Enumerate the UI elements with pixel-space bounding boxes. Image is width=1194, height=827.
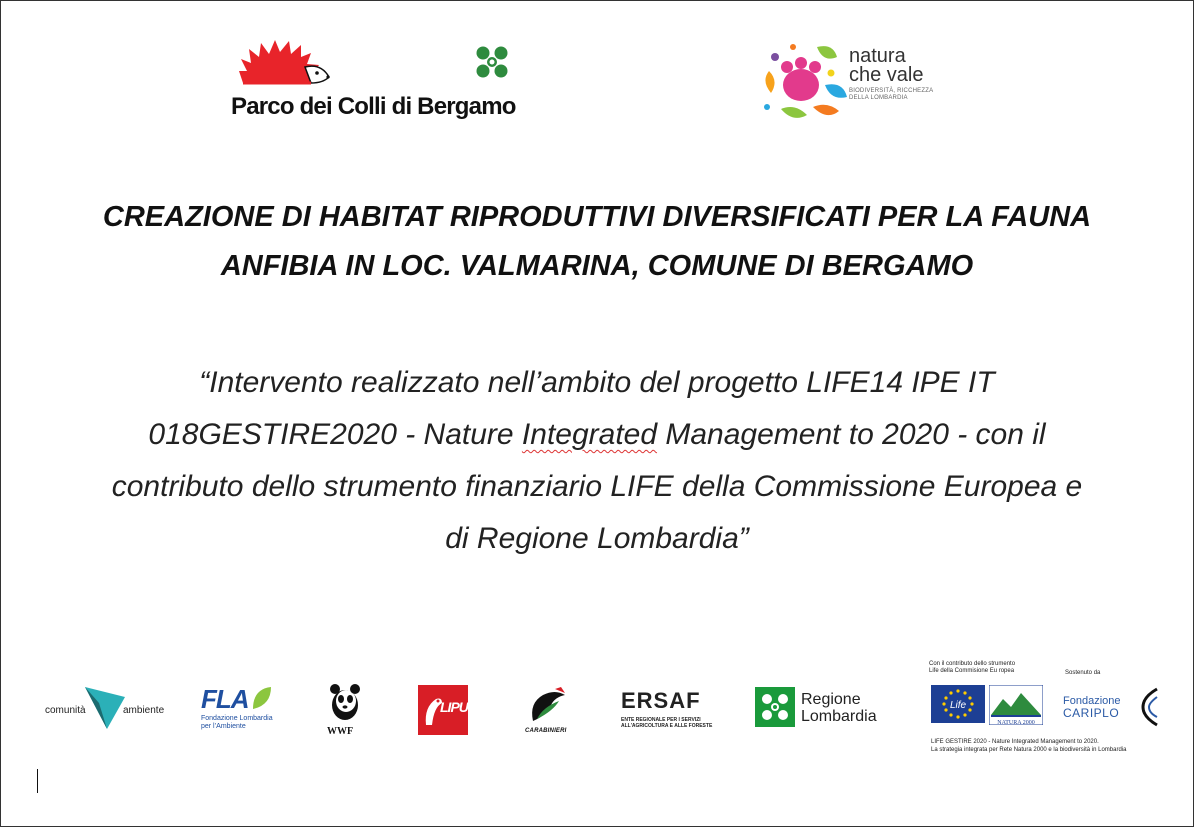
natura-sub2: DELLA LOMBARDIA bbox=[849, 95, 908, 101]
triangle-icon bbox=[81, 683, 129, 731]
ersaf-line2: ALL'AGRICOLTURA E ALLE FORESTE bbox=[621, 723, 713, 729]
quote-line1: “Intervento realizzato nell’ambito del progetto LIFE14 IPE IT bbox=[199, 366, 995, 399]
carabinieri-emblem-icon bbox=[525, 685, 573, 723]
parco-name: Parco dei Colli di Bergamo bbox=[231, 93, 516, 120]
life-bottom1: LIFE GESTIRE 2020 - Nature Integrated Management to 2020. bbox=[931, 739, 1099, 745]
comunita-text: comunità bbox=[45, 705, 86, 716]
regione-line2: Lombardia bbox=[801, 708, 877, 725]
title-line1: CREAZIONE DI HABITAT RIPRODUTTIVI DIVERSIFICATI PER LA FAUNA bbox=[102, 201, 1092, 233]
life-top1: Con il contributo dello strumento bbox=[929, 661, 1016, 667]
text-cursor bbox=[37, 769, 38, 793]
natura-sub1: BIODIVERSITÀ, RICCHEZZA bbox=[849, 88, 934, 94]
ersaf-text: ERSAF bbox=[621, 688, 701, 713]
regione-line1: Regione bbox=[801, 691, 861, 708]
quote-line3: contributo dello strumento finanziario LIFE della Commissione Europea e bbox=[111, 470, 1083, 503]
life-word: Life bbox=[949, 700, 967, 711]
ambiente-text: ambiente bbox=[123, 705, 165, 716]
wwf-text: WWF bbox=[327, 726, 354, 737]
lipu-text: LIPU bbox=[440, 699, 468, 715]
comunita-ambiente-logo bbox=[45, 683, 175, 733]
quote-line2 bbox=[21, 409, 1173, 461]
quote-line2-a: 018GESTIRE2020 - Nature bbox=[148, 418, 522, 451]
life-bottom2: La strategia integrata per Rete Natura 2000 e la biodiversità in Lombardia bbox=[931, 747, 1127, 753]
natura-line1: natura bbox=[849, 45, 906, 67]
carabinieri-text: CARABINIERI bbox=[525, 728, 567, 734]
title-line2: ANFIBIA IN LOC. VALMARINA, COMUNE DI BERGAMO bbox=[220, 250, 974, 282]
lipu-logo bbox=[418, 685, 468, 735]
life-gestire-block bbox=[929, 661, 1169, 761]
sostenuto-text: Sostenuto da bbox=[1065, 670, 1101, 676]
parco-colli-bergamo-logo bbox=[231, 37, 531, 127]
project-description bbox=[21, 357, 1173, 565]
eu-flag-icon bbox=[931, 685, 985, 723]
hedgehog-icon bbox=[235, 37, 331, 89]
cariplo-mark-icon bbox=[1141, 687, 1161, 727]
fla-line1: Fondazione Lombardia bbox=[201, 715, 273, 722]
wwf-logo bbox=[327, 683, 367, 737]
natura2000-icon bbox=[989, 685, 1043, 725]
life-top2: Life della Commisione Eu ropea bbox=[929, 668, 1015, 674]
carabinieri-logo bbox=[525, 685, 577, 735]
fla-line2: per l’Ambiente bbox=[201, 723, 246, 730]
spellcheck-word: Integrated bbox=[521, 418, 658, 451]
ersaf-logo bbox=[621, 689, 721, 735]
paw-leaves-icon bbox=[757, 37, 853, 127]
regione-clover-icon bbox=[755, 687, 795, 727]
ersaf-line1: ENTE REGIONALE PER I SERVIZI bbox=[621, 717, 701, 723]
project-title bbox=[41, 193, 1153, 291]
natura2000-text: NATURA 2000 bbox=[997, 720, 1035, 725]
cariplo-line1: Fondazione bbox=[1063, 695, 1121, 707]
natura-che-vale-logo bbox=[757, 37, 957, 129]
clover-icon bbox=[473, 43, 511, 81]
natura-line2: che vale bbox=[849, 64, 924, 86]
regione-lombardia-logo bbox=[755, 687, 905, 731]
natura-text bbox=[849, 47, 933, 102]
quote-line2-c: Management to 2020 - con il bbox=[657, 418, 1046, 451]
quote-line4: di Regione Lombardia” bbox=[445, 522, 749, 555]
fla-mark: FLA bbox=[201, 684, 249, 714]
fla-logo bbox=[201, 685, 301, 735]
leaf-icon bbox=[251, 685, 273, 711]
panda-icon bbox=[327, 683, 363, 721]
cariplo-line2: CARIPLO bbox=[1063, 706, 1120, 720]
